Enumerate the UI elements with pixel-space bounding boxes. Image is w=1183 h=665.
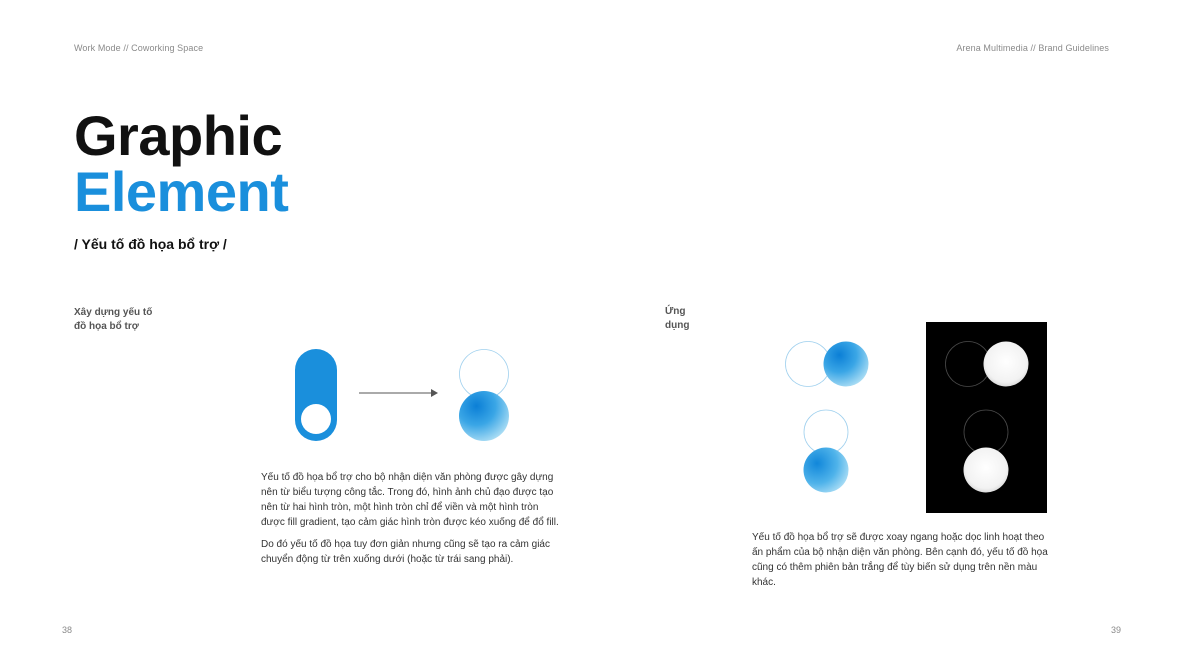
title-line-1: Graphic — [74, 104, 283, 167]
build-description — [261, 470, 561, 574]
page-number-left: 38 — [62, 625, 73, 635]
graphic-element-vertical — [459, 350, 509, 442]
section-label-apply-line2: dụng — [665, 320, 690, 331]
build-paragraph-2: Do đó yếu tố đồ họa tuy đơn giản nhưng cũng sẽ tạo ra cảm giác chuyển động từ trên xuống dưới (hoặc từ trái sang phải). — [261, 539, 550, 565]
title-line-2: Element — [74, 160, 289, 223]
graphic-element-horizontal — [786, 342, 869, 387]
graphic-element-vertical-small — [804, 410, 849, 493]
apply-paragraph: Yếu tố đồ họa bổ trợ sẽ được xoay ngang hoặc dọc linh hoạt theo ấn phẩm của bộ nhận diện văn phòng. Bên cạnh đó, yếu tố đồ họa cũng có thêm phiên bản trắng để tùy biến sử dụng trên nền màu khác. — [752, 532, 1048, 588]
section-label-build-line2: đồ họa bổ trợ — [74, 321, 139, 332]
build-paragraph-1: Yếu tố đồ họa bổ trợ cho bộ nhận diện văn phòng được gây dựng nên từ biểu tượng công tắc. Trong đó, hình ảnh chủ đạo được tạo nên từ hai hình tròn, một hình tròn chỉ để viền và một hình tròn được fill gradient, tạo cảm giác hình tròn được kéo xuống để đổ fill. — [261, 472, 559, 528]
apply-description — [752, 530, 1052, 597]
page-subtitle: / Yếu tố đồ họa bổ trợ / — [74, 236, 227, 252]
white-version-panel — [926, 322, 1047, 513]
header-right: Arena Multimedia // Brand Guidelines — [956, 43, 1109, 53]
section-label-build-line1: Xây dựng yếu tố — [74, 307, 153, 318]
page-number-right: 39 — [1110, 625, 1121, 635]
section-label-apply-line1: Ứng — [665, 306, 686, 317]
header-left: Work Mode // Coworking Space — [74, 43, 204, 53]
toggle-switch-icon — [295, 349, 337, 441]
